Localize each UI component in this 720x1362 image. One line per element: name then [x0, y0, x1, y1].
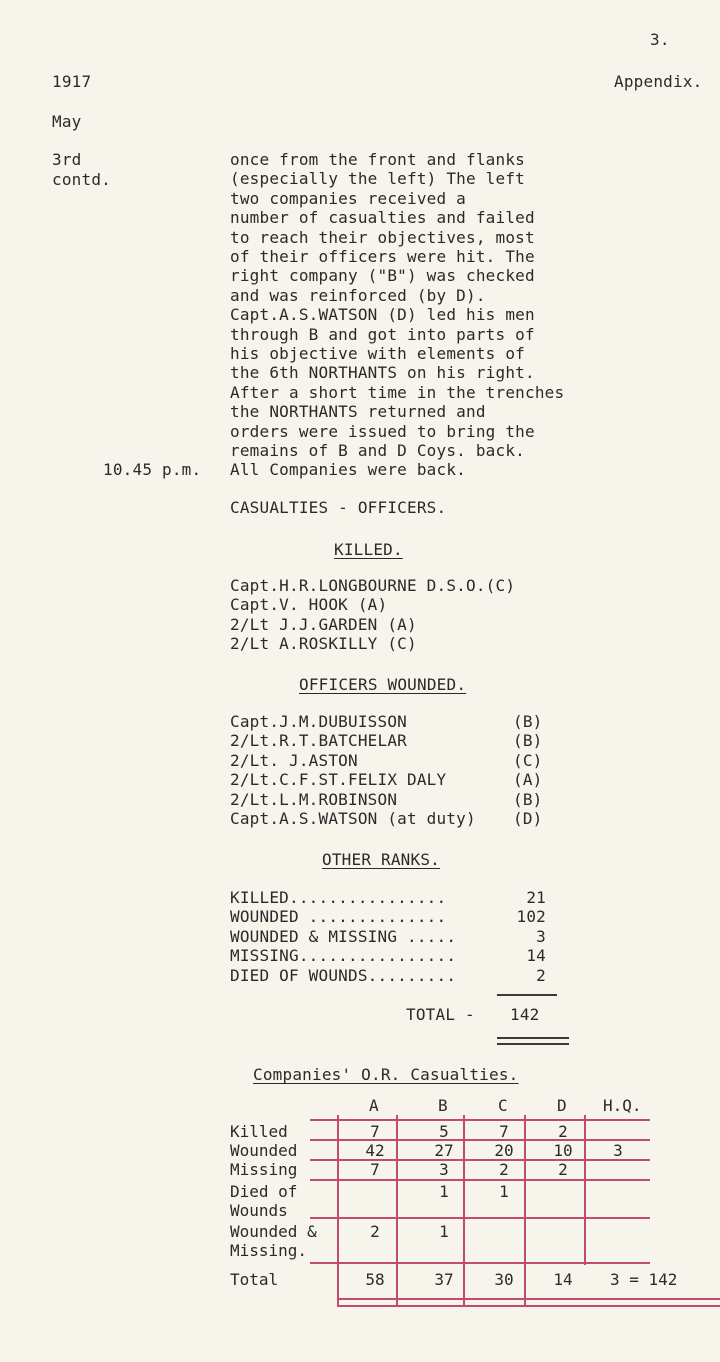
table-row-rule [337, 1305, 720, 1307]
table-cell: 7 [499, 1122, 509, 1141]
table-cell: 7 [370, 1122, 380, 1141]
appendix-label: Appendix. [614, 72, 703, 91]
day-continued-label: contd. [52, 170, 111, 189]
table-cell: 1 [499, 1182, 509, 1201]
table-column-rule [337, 1115, 339, 1305]
wounded-officers-companies: (B) (B) (C) (A) (B) (D) [513, 712, 543, 829]
casualties-officers-heading: CASUALTIES - OFFICERS. [230, 498, 447, 517]
table-cell: 3 [439, 1160, 449, 1179]
table-cell: 2 [558, 1160, 568, 1179]
table-cell: 27 [434, 1141, 454, 1160]
total-rule-bottom-1 [497, 1037, 569, 1039]
total-label: TOTAL - [406, 1005, 475, 1024]
other-ranks-values: 21 102 3 14 2 [516, 888, 546, 985]
table-column-header: D [557, 1096, 567, 1115]
table-column-header: C [498, 1096, 508, 1115]
table-cell: 1 [439, 1182, 449, 1201]
total-rule-top [497, 994, 557, 996]
table-row-label: Wounded & Missing. [230, 1222, 317, 1260]
table-cell: 30 [494, 1270, 514, 1289]
year-label: 1917 [52, 72, 92, 91]
table-row-rule [310, 1179, 650, 1181]
page-number: 3. [650, 30, 670, 49]
table-cell: 1 [439, 1222, 449, 1241]
table-row-rule [337, 1298, 720, 1300]
companies-casualties-heading: Companies' O.R. Casualties. [253, 1065, 519, 1084]
table-cell: 42 [365, 1141, 385, 1160]
table-cell: 3 [613, 1141, 623, 1160]
table-cell: 10 [553, 1141, 573, 1160]
table-cell: 20 [494, 1141, 514, 1160]
table-column-rule [584, 1115, 586, 1265]
month-label: May [52, 112, 82, 131]
table-row-label: Total [230, 1270, 279, 1289]
table-cell: 2 [370, 1222, 380, 1241]
table-cell: 37 [434, 1270, 454, 1289]
time-entry-text: All Companies were back. [230, 460, 466, 479]
table-column-header: A [369, 1096, 379, 1115]
table-row-rule [310, 1262, 650, 1264]
table-row-label: Killed [230, 1122, 288, 1141]
table-column-header: H.Q. [603, 1096, 642, 1115]
table-column-rule [524, 1115, 526, 1305]
total-value: 142 [510, 1005, 540, 1024]
total-rule-bottom-2 [497, 1043, 569, 1045]
table-row-label: Wounded [230, 1141, 298, 1160]
table-row-label: Died of Wounds [230, 1182, 298, 1220]
other-ranks-heading: OTHER RANKS. [322, 850, 440, 869]
table-cell: 58 [365, 1270, 385, 1289]
table-cell: 5 [439, 1122, 449, 1141]
table-cell: 3 = 142 [610, 1270, 678, 1289]
table-row-rule [310, 1217, 650, 1219]
killed-officers-list: Capt.H.R.LONGBOURNE D.S.O.(C) Capt.V. HOOK (A) 2/Lt J.J.GARDEN (A) 2/Lt A.ROSKILLY (C) [230, 576, 516, 654]
table-cell: 2 [558, 1122, 568, 1141]
killed-heading: KILLED. [334, 540, 403, 559]
table-cell: 14 [553, 1270, 573, 1289]
wounded-officers-list: Capt.J.M.DUBUISSON 2/Lt.R.T.BATCHELAR 2/Lt. J.ASTON 2/Lt.C.F.ST.FELIX DALY 2/Lt.L.M.ROBINSON Capt.A.S.WATSON (at duty) [230, 712, 476, 829]
table-cell: 2 [499, 1160, 509, 1179]
table-row-rule [310, 1119, 650, 1121]
time-entry: 10.45 p.m. [103, 460, 202, 479]
day-label: 3rd [52, 150, 82, 169]
other-ranks-categories: KILLED................ WOUNDED .............. WOUNDED & MISSING ..... MISSING................ DIED OF WOUNDS......... [230, 888, 457, 985]
table-column-header: B [438, 1096, 448, 1115]
table-cell: 7 [370, 1160, 380, 1179]
officers-wounded-heading: OFFICERS WOUNDED. [299, 675, 467, 694]
narrative-text: once from the front and flanks (especially the left) The left two companies received a number of casualties and failed to reach their objectives, most of their officers were hit. The right company ("B") was checked and was reinforced (by D). Capt.A.S.WATSON (D) led his men through B and got into parts of his objective with elements of the 6th NORTHANTS on his right. After a short time in the trenches the NORTHANTS returned and orders were issued to bring the remains of B and D Coys. back. [230, 150, 565, 461]
table-column-rule [396, 1115, 398, 1305]
table-row-label: Missing [230, 1160, 298, 1179]
